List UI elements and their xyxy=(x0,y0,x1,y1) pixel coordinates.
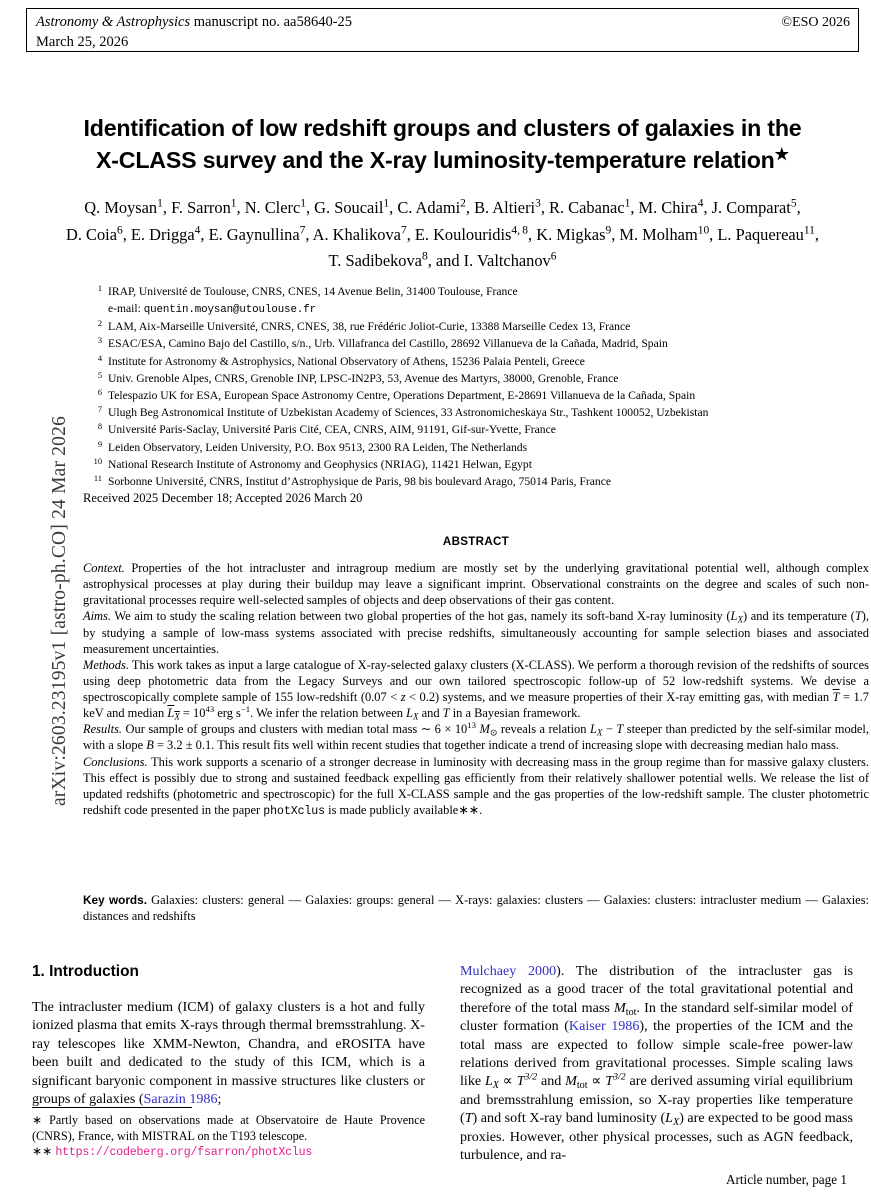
abstract-aims: Aims. We aim to study the scaling relation between two global properties of the hot gas, namely its soft-band X-ray luminosity $(L_X)$ and its temperature (T), by studying a sample of low-mass systems associated with precise redshifts, simultaneously accounting for sample selection biases and associated measurement uncertainties. xyxy=(83,609,869,656)
intro-paragraph-left xyxy=(32,998,425,1108)
running-head-date: March 25, 2026 xyxy=(36,33,129,50)
title-line-2: X-CLASS survey and the X-ray luminosity-temperature relation xyxy=(95,147,775,174)
affiliation-item xyxy=(83,456,871,473)
affiliation-number: 8 xyxy=(97,422,102,432)
symbol-lx: L xyxy=(484,1073,493,1090)
symbol-t-paren: T xyxy=(464,1110,473,1127)
affiliation-text: IRAP, Université de Toulouse, CNRS, CNES, 14 Avenue Belin, 31400 Toulouse, France xyxy=(108,285,518,298)
affiliation-item xyxy=(83,404,871,421)
affiliation-number: 7 xyxy=(97,405,102,415)
page-footer: Article number, page 1 xyxy=(725,1172,847,1187)
symbol-mtot-2: M xyxy=(565,1073,577,1090)
affiliation-number: 3 xyxy=(97,336,102,346)
abstract-aims-text-c: ), by studying a sample of low-mass systems associated with precise redshifts, simultaneously accounting for sample selection biases and associated measurement uncertainties. xyxy=(83,609,869,656)
symbol-t-1: T xyxy=(516,1073,525,1090)
citation-kaiser-1986[interactable]: Kaiser 1986 xyxy=(568,1018,640,1035)
affiliation-item xyxy=(83,370,871,387)
affiliation-item xyxy=(83,353,871,370)
affiliation-text: Telespazio UK for ESA, European Space Astronomy Centre, Operations Department, E-28691 Villanueva de la Cañada, Spain xyxy=(108,389,696,403)
affiliation-number: 9 xyxy=(97,439,102,449)
page-title xyxy=(36,112,849,176)
abstract-conclusions xyxy=(83,754,869,819)
keywords-block xyxy=(83,892,869,925)
abstract-methods-exponent-2: −1 xyxy=(240,703,251,714)
symbol-proportional-1: ∝ xyxy=(499,1073,517,1090)
footnote-double-star xyxy=(32,1144,425,1161)
paper-page xyxy=(26,0,869,1200)
title-footnote-star: ★ xyxy=(774,145,789,164)
symbol-t-exp-2: 3/2 xyxy=(613,1071,626,1083)
abstract-methods-text-e: erg s xyxy=(214,706,241,721)
affiliation-item xyxy=(83,421,871,438)
symbol-lx-2-sub: X xyxy=(673,1116,680,1128)
intro-text-a: The intracluster medium (ICM) of galaxy clusters is a hot and fully ionized plasma that emits X-rays through thermal bremsstrahlung. X-ray telescopes like XMM-Newton, Chandra, and eROSITA have been built and dedicated to the study of this ICM, which is a significant baryonic component in massive structures like clusters or groups of galaxies ( xyxy=(32,999,425,1108)
affiliation-text: ESAC/ESA, Camino Bajo del Castillo, s/n., Urb. Villafranca del Castillo, 28692 Villanueva de la Cañada, Madrid, Spain xyxy=(108,337,668,351)
intro-right-text-d: are derived assuming virial equilibrium and bremsstrahlung emission, so X-ray properties like temperature ( xyxy=(460,1073,853,1127)
author-line-3: T. Sadibekova$^8$, and I. Valtchanov$^6$ xyxy=(328,251,557,271)
email-label: e-mail: xyxy=(108,302,144,316)
abstract-context-label: Context. xyxy=(83,561,125,575)
manuscript-number: manuscript no. aa58640-25 xyxy=(190,14,353,30)
abstract-methods-text-d: = 10 xyxy=(179,706,206,721)
abstract-heading: ABSTRACT xyxy=(442,535,510,548)
section-heading-introduction: 1. Introduction xyxy=(32,963,139,980)
affiliation-item xyxy=(83,318,871,335)
abstract-aims-label: Aims. xyxy=(83,609,111,624)
author-line-2: D. Coia$^6$, E. Drigga$^4$, E. Gaynullina$^7$, A. Khalikova$^7$, E. Koulouridis$^{4, 8}$, K. Migkas$^9$, M. Molham$^{10}$, L. Paquereau$^{11}$, xyxy=(65,224,819,244)
intro-right-text-b: . In the standard self-similar model of cluster formation ( xyxy=(460,999,853,1035)
abstract-conclusions-label: Conclusions. xyxy=(83,754,148,769)
affiliation-text: LAM, Aix-Marseille Université, CNRS, CNES, 38, rue Frédéric Joliot-Curie, 13388 Marseille Cedex 13, France xyxy=(108,320,631,334)
intro-right-text-e: ) and soft X-ray band luminosity ( xyxy=(472,1110,666,1127)
footnote-rule xyxy=(32,1107,192,1108)
contact-email-line xyxy=(83,300,871,318)
footnote-double-star-marker: ∗∗ xyxy=(32,1144,56,1159)
abstract-methods-exponent: 43 xyxy=(205,703,215,714)
intro-right-text-f: ) are expected to be good mass proxies. However, other physical processes, such as AGN feedback, turbulence, and ra- xyxy=(460,1110,853,1163)
symbol-t-2: T xyxy=(605,1073,614,1090)
abstract-code-name: photXclus xyxy=(263,804,325,818)
affiliation-number: 5 xyxy=(97,370,102,380)
affiliation-number: 4 xyxy=(97,353,102,363)
abstract-results-exponent: 13 xyxy=(467,720,476,731)
arxiv-identifier-stamp: arXiv:2603.23195v1 [astro-ph.CO] 24 Mar 2026 xyxy=(49,415,70,807)
affiliation-item xyxy=(83,283,871,300)
copyright-notice: ©ESO 2026 xyxy=(781,15,850,30)
affiliation-text: Sorbonne Université, CNRS, Institut d’Astrophysique de Paris, 98 bis boulevard Arago, 75014 Paris, France xyxy=(108,475,611,489)
affiliation-text: Institute for Astronomy & Astrophysics, National Observatory of Athens, 15236 Palaia Penteli, Greece xyxy=(108,354,585,368)
abstract-results: Results. Our sample of groups and clusters with median total mass ∼ $6 \times 10^{13}$ $M_⊙$ reveals a relation $L_X - T$ steeper than predicted by the self-similar model, with a slope B = 3.2 ± 0.1. This result fits well within recent studies that together indicate a trend of increasing slope with decreasing median halo mass. xyxy=(83,720,869,753)
affiliation-list xyxy=(83,283,871,490)
footnote-star: ∗ Partly based on observations made at Observatoire de Haute Provence (CNRS), France, with MISTRAL on the T193 telescope. xyxy=(32,1113,425,1143)
symbol-mtot-sub: tot xyxy=(625,1006,637,1018)
body-column-left xyxy=(32,962,425,1108)
abstract-methods-text-g: and xyxy=(418,706,443,721)
title-line-1: Identification of low redshift groups and clusters of galaxies in the xyxy=(83,115,802,141)
abstract-body xyxy=(83,560,869,819)
affiliation-item xyxy=(83,335,871,352)
abstract-methods-label: Methods. xyxy=(83,657,129,672)
symbol-mtot: M xyxy=(614,999,626,1016)
symbol-t-exp-1: 3/2 xyxy=(524,1071,538,1083)
email-address[interactable]: quentin.moysan@utoulouse.fr xyxy=(143,304,316,317)
abstract-methods-text-f: . We infer the relation between xyxy=(250,706,407,721)
abstract-results-text-a: Our sample of groups and clusters with median total mass ∼ 6 × 10 xyxy=(122,722,468,737)
abstract-methods-text-h: in a Bayesian framework. xyxy=(449,706,581,721)
intro-right-text-c: ), the properties of the ICM and the total mass are expected to follow simple scale-free power-law relations derived from gravitational processes. Simple scaling laws like xyxy=(460,1018,853,1090)
affiliation-item xyxy=(83,387,871,404)
abstract-conclusions-text-a: This work supports a scenario of a stronger decrease in luminosity with decreasing mass in the group regime than for massive galaxy clusters. This effect is possibly due to strong and sustained feedback expelling gas efficiently from their relatively shallower potential wells. We release the list of updated redshifts (photometric and spectroscopic) for the full X-CLASS sample and the gas properties of the low-redshift sample. The cluster photometric redshift code presented in the paper xyxy=(83,754,869,817)
affiliation-number: 1 xyxy=(97,284,102,293)
abstract-solar-mass: M xyxy=(479,722,490,737)
keywords-label: Key words. xyxy=(83,893,147,907)
affiliation-number: 2 xyxy=(97,319,102,329)
running-head-title xyxy=(36,13,352,33)
abstract-context xyxy=(83,560,869,608)
affiliation-text: Univ. Grenoble Alpes, CNRS, Grenoble INP, LPSC-IN2P3, 53, Avenue des Martyrs, 38000, Grenoble, France xyxy=(108,371,619,385)
abstract-results-text-c: reveals a relation xyxy=(497,722,590,737)
body-column-right xyxy=(460,962,853,1164)
keywords-text: Galaxies: clusters: general — Galaxies: groups: general — X-rays: galaxies: clusters — Galaxies: clusters: intracluster medium — Galaxies: distances and redshifts xyxy=(83,893,869,924)
abstract-conclusions-text-b: is made publicly available∗∗. xyxy=(325,802,483,817)
intro-right-and: and xyxy=(537,1073,566,1090)
affiliation-item xyxy=(83,439,871,456)
affiliation-number: 11 xyxy=(93,474,102,484)
intro-paragraph-right xyxy=(460,962,853,1164)
symbol-lx-2: L xyxy=(665,1110,673,1127)
citation-mulchaey-2000[interactable]: Mulchaey 2000 xyxy=(460,963,557,979)
affiliation-item xyxy=(83,473,871,490)
affiliation-number: 10 xyxy=(93,456,102,466)
abstract-methods-text-b: < 0.2) systems, and we measure properties of their X-ray emitting gas, with median xyxy=(405,690,833,704)
footnote-block xyxy=(32,1107,425,1161)
abstract-context-text: Properties of the hot intracluster and intragroup medium are mostly set by the underlying gravitational potential well, although complex astrophysical processes at play during their buildup may leave a significant imprint. Observational constraints on the degree and scales of such non-gravitational processes require well-selected samples of objects and deep observations of their gas content. xyxy=(83,561,869,608)
affiliation-text: Université Paris-Saclay, Université Paris Cité, CEA, CNRS, AIM, 91191, Gif-sur-Yvette, France xyxy=(108,423,556,437)
intro-right-text-a: ). The distribution of the intracluster gas is recognized as a good tracer of the total gravitational potential and therefore of the total mass xyxy=(460,963,853,1016)
citation-sarazin-1986[interactable]: Sarazin 1986 xyxy=(143,1091,218,1108)
author-list xyxy=(42,195,843,275)
running-head-box xyxy=(26,8,859,52)
symbol-mtot-2-sub: tot xyxy=(576,1080,588,1092)
abstract-results-text-f: = 3.2 ± 0.1. This result fits well within recent studies that together indicate a trend of increasing slope with decreasing median halo mass. xyxy=(153,738,839,753)
abstract-results-text-e: steeper than predicted by the self-similar model, with a slope xyxy=(83,722,869,753)
abstract-aims-text-a: We aim to study the scaling relation between two global properties of the hot gas, namely its soft-band X-ray luminosity ( xyxy=(110,609,731,624)
affiliation-text: Leiden Observatory, Leiden University, P.O. Box 9513, 2300 RA Leiden, The Netherlands xyxy=(108,440,528,454)
received-accepted-dates: Received 2025 December 18; Accepted 2026 March 20 xyxy=(83,491,363,505)
abstract-methods-text-a: This work takes as input a large catalogue of X-ray-selected galaxy clusters (X-CLASS). We perform a thorough revision of the redshifts of sources using deep photometric data from the Legacy Surveys and our own tailored spectroscopic follow-up of 52 low-redshift systems. We devise a spectroscopically complete sample of 155 low-redshift (0.07 < xyxy=(83,657,869,704)
journal-name: Astronomy & Astrophysics xyxy=(36,14,191,30)
abstract-results-label: Results. xyxy=(83,722,123,737)
abstract-solar-mass-sub: ⊙ xyxy=(489,727,498,738)
author-line-1: Q. Moysan$^1$, F. Sarron$^1$, N. Clerc$^1$, G. Soucail$^1$, C. Adami$^2$, B. Altieri$^3$, R. Cabanac$^1$, M. Chira$^4$, J. Comparat$^5$, xyxy=(84,197,801,217)
symbol-lx-sub: X xyxy=(492,1080,499,1092)
abstract-methods: Methods. This work takes as input a large catalogue of X-ray-selected galaxy clusters (X-CLASS). We perform a thorough revision of the redshifts of sources using deep photometric data from the Legacy Surveys and our own tailored spectroscopic follow-up of 52 low-redshift systems. We devise a spectroscopically complete sample of 155 low-redshift (0.07 < z < 0.2) systems, and we measure properties of their X-ray emitting gas, with median $\overline{T} = 1.7$ keV and median $L_X = 10^{43}$ erg $s^{-1}$. We infer the relation between $L_X$ and T in a Bayesian framework. xyxy=(83,657,869,722)
symbol-proportional-2: ∝ xyxy=(587,1073,606,1090)
intro-text-b: ; xyxy=(217,1091,222,1108)
abstract-results-text-d: − xyxy=(602,722,617,737)
affiliation-text: National Research Institute of Astronomy and Geophysics (NRIAG), 11421 Helwan, Egypt xyxy=(108,457,532,471)
affiliation-number: 6 xyxy=(97,388,102,398)
photxclus-repository-link[interactable]: https://codeberg.org/fsarron/photXclus xyxy=(55,1146,313,1160)
affiliation-text: Ulugh Beg Astronomical Institute of Uzbekistan Academy of Sciences, 33 Astronomicheskaya Str., Tashkent 100052, Uzbekistan xyxy=(108,406,709,420)
abstract-aims-text-b: ) and its temperature ( xyxy=(742,609,855,624)
abstract-methods-text-c: = 1.7 keV and median xyxy=(83,690,869,721)
